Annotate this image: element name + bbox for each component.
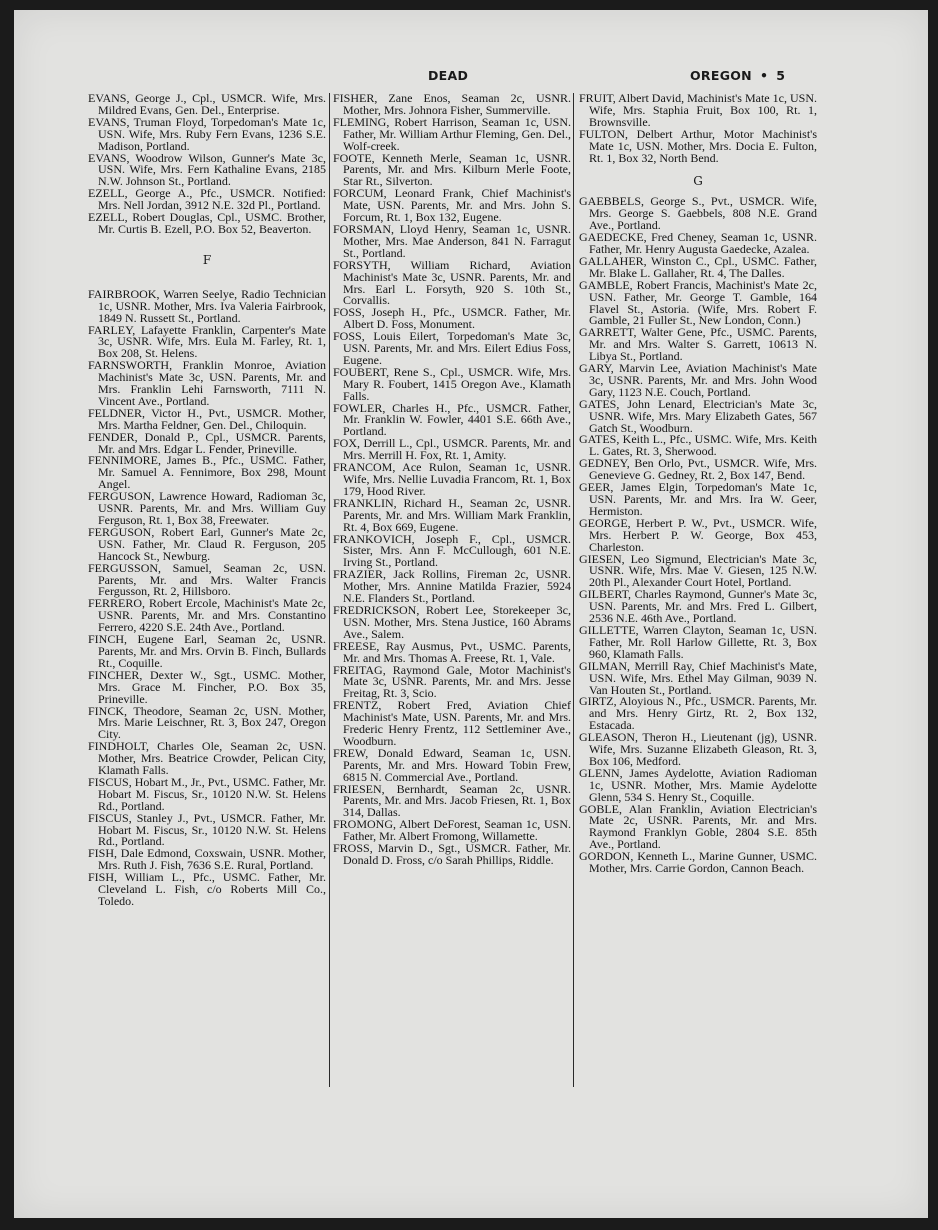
column-rule	[573, 93, 574, 1087]
casualty-entry: FENDER, Donald P., Cpl., USMCR. Parents, Mr. and Mrs. Edgar L. Fender, Prineville.	[88, 429, 326, 456]
casualty-entry: GLENN, James Aydelotte, Aviation Radioman 1c, USNR. Mother, Mrs. Mamie Aydelotte Glenn, 534 S. Henry St., Coquille.	[579, 765, 817, 804]
casualty-entry: FROSS, Marvin D., Sgt., USMCR. Father, Mr. Donald D. Fross, c/o Sarah Phillips, Riddle.	[333, 841, 571, 867]
casualty-entry: FRANKOVICH, Joseph F., Cpl., USMCR. Sister, Mrs. Ann F. McCullough, 601 N.E. Irving St., Portland.	[333, 531, 571, 570]
casualty-entry: GALLAHER, Winston C., Cpl., USMC. Father, Mr. Blake L. Gallaher, Rt. 4, The Dalles.	[579, 253, 817, 280]
casualty-entry: EVANS, George J., Cpl., USMCR. Wife, Mrs. Mildred Evans, Gen. Del., Enterprise.	[88, 91, 326, 117]
casualty-entry: FRUIT, Albert David, Machinist's Mate 1c, USN. Wife, Mrs. Staphia Fruit, Box 100, Rt. 1, Brownsville.	[579, 91, 817, 129]
page-header-state-block	[690, 68, 785, 83]
casualty-entry: FRANKLIN, Richard H., Seaman 2c, USNR. Parents, Mr. and Mrs. William Mark Franklin, Rt. 4, Box 669, Eugene.	[333, 495, 571, 534]
casualty-entry: FINCK, Theodore, Seaman 2c, USN. Mother, Mrs. Marie Leischner, Rt. 3, Box 247, Oregon City.	[88, 703, 326, 742]
casualty-entry: GIRTZ, Aloyious N., Pfc., USMCR. Parents, Mr. and Mrs. Henry Girtz, Rt. 2, Box 132, Estacada.	[579, 694, 817, 733]
casualty-entry: FARLEY, Lafayette Franklin, Carpenter's Mate 3c, USNR. Wife, Mrs. Eula M. Farley, Rt. 1, Box 208, St. Helens.	[88, 322, 326, 361]
casualty-entry: GARY, Marvin Lee, Aviation Machinist's Mate 3c, USNR. Parents, Mr. and Mrs. John Wood Gary, 1123 N.E. Couch, Portland.	[579, 361, 817, 399]
page-header-title: DEAD	[428, 68, 469, 83]
casualty-entry: FREITAG, Raymond Gale, Motor Machinist's Mate 3c, USNR. Parents, Mr. and Mrs. Jesse Freitag, Rt. 3, Scio.	[333, 662, 571, 701]
casualty-entry: FENNIMORE, James B., Pfc., USMC. Father, Mr. Samuel A. Fennimore, Box 298, Mount Angel.	[88, 453, 326, 492]
column-2	[333, 93, 571, 867]
page-header-separator: •	[759, 68, 769, 83]
casualty-entry: EVANS, Truman Floyd, Torpedoman's Mate 1c, USN. Wife, Mrs. Ruby Fern Evans, 1236 S.E. Madison, Portland.	[88, 114, 326, 153]
casualty-entry: FREW, Donald Edward, Seaman 1c, USN. Parents, Mr. and Mrs. Howard Tobin Frew, 6815 N. Commercial Ave., Portland.	[333, 745, 571, 784]
casualty-entry: FORSMAN, Lloyd Henry, Seaman 1c, USNR. Mother, Mrs. Mae Anderson, 841 N. Farragut St., Portland.	[333, 221, 571, 260]
casualty-entry: FERGUSON, Lawrence Howard, Radioman 3c, USNR. Parents, Mr. and Mrs. William Guy Ferguson, Rt. 1, Box 38, Freewater.	[88, 489, 326, 527]
casualty-entry: FRENTZ, Robert Fred, Aviation Chief Machinist's Mate, USN. Parents, Mr. and Mrs. Frederic Henry Frentz, 112 Settleminer Ave., Woodburn.	[333, 698, 571, 748]
casualty-entry: FLEMING, Robert Harrison, Seaman 1c, USN. Father, Mr. William Arthur Fleming, Gen. Del., Wolf-creek.	[333, 114, 571, 153]
column-3	[579, 93, 817, 875]
casualty-entry: EVANS, Woodrow Wilson, Gunner's Mate 3c, USN. Wife, Mrs. Fern Kathaline Evans, 2185 N.W. Johnson St., Portland.	[88, 150, 326, 189]
casualty-entry: GORDON, Kenneth L., Marine Gunner, USMC. Mother, Mrs. Carrie Gordon, Cannon Beach.	[579, 849, 817, 876]
casualty-entry: FOOTE, Kenneth Merle, Seaman 1c, USNR. Parents, Mr. and Mrs. Kilburn Merle Foote, Star Rt., Silverton.	[333, 150, 571, 189]
casualty-entry: GATES, John Lenard, Electrician's Mate 3c, USNR. Wife, Mrs. Mary Elizabeth Gates, 567 Gatch St., Woodburn.	[579, 396, 817, 435]
casualty-entry: FISHER, Zane Enos, Seaman 2c, USNR. Mother, Mrs. Johnora Fisher, Summerville.	[333, 91, 571, 117]
casualty-entry: FOUBERT, Rene S., Cpl., USMCR. Wife, Mrs. Mary R. Foubert, 1415 Oregon Ave., Klamath Falls.	[333, 364, 571, 403]
casualty-entry: FISH, William L., Pfc., USMC. Father, Mr. Cleveland L. Fish, c/o Roberts Mill Co., Toledo.	[88, 870, 326, 908]
casualty-entry: FISH, Dale Edmond, Coxswain, USNR. Mother, Mrs. Ruth J. Fish, 7636 S.E. Rural, Portland.	[88, 846, 326, 873]
casualty-entry: FERGUSSON, Samuel, Seaman 2c, USN. Parents, Mr. and Mrs. Walter Francis Fergusson, Rt. 2, Hillsboro.	[88, 560, 326, 599]
casualty-entry: GEER, James Elgin, Torpedoman's Mate 1c, USN. Parents, Mr. and Mrs. Ira W. Geer, Hermiston.	[579, 480, 817, 518]
section-letter: G	[693, 174, 703, 189]
casualty-entry: FRAZIER, Jack Rollins, Fireman 2c, USNR. Mother, Mrs. Annine Matilda Frazier, 5924 N.E. Flanders St., Portland.	[333, 567, 571, 606]
casualty-entry: FELDNER, Victor H., Pvt., USMCR. Mother, Mrs. Martha Feldner, Gen. Del., Chiloquin.	[88, 405, 326, 432]
casualty-entry: FINDHOLT, Charles Ole, Seaman 2c, USN. Mother, Mrs. Beatrice Crowder, Pelican City, Klamath Falls.	[88, 739, 326, 778]
casualty-entry: FORCUM, Leonard Frank, Chief Machinist's Mate, USN. Parents, Mr. and Mrs. John S. Forcum, Rt. 1, Box 132, Eugene.	[333, 186, 571, 225]
column-1	[88, 93, 326, 908]
casualty-entry: FOSS, Louis Eilert, Torpedoman's Mate 3c, USN. Parents, Mr. and Mrs. Eilert Edius Foss, Eugene.	[333, 329, 571, 367]
casualty-entry: FOX, Derrill L., Cpl., USMCR. Parents, Mr. and Mrs. Merrill H. Fox, Rt. 1, Amity.	[333, 436, 571, 463]
page-header-state: OREGON	[690, 68, 752, 83]
casualty-entry: GARRETT, Walter Gene, Pfc., USMC. Parents, Mr. and Mrs. Walter S. Garrett, 10613 N. Libya St., Portland.	[579, 325, 817, 364]
casualty-entry: FREDRICKSON, Robert Lee, Storekeeper 3c, USN. Mother, Mrs. Stena Justice, 160 Abrams Ave., Salem.	[333, 602, 571, 641]
casualty-entry: FORSYTH, William Richard, Aviation Machinist's Mate 3c, USNR. Parents, Mr. and Mrs. Earl L. Forsyth, 920 S. 10th St., Corvallis.	[333, 257, 571, 308]
casualty-entry: FRIESEN, Bernhardt, Seaman 2c, USNR. Parents, Mr. and Mrs. Jacob Friesen, Rt. 1, Box 314, Dallas.	[333, 781, 571, 820]
casualty-entry: FOSS, Joseph H., Pfc., USMCR. Father, Mr. Albert D. Foss, Monument.	[333, 305, 571, 332]
section-letter: F	[202, 252, 212, 267]
casualty-entry: EZELL, Robert Douglas, Cpl., USMC. Brother, Mr. Curtis B. Ezell, P.O. Box 52, Beaverton.	[88, 210, 326, 236]
casualty-entry: EZELL, George A., Pfc., USMCR. Notified: Mrs. Nell Jordan, 3912 N.E. 32d Pl., Portland.	[88, 186, 326, 213]
casualty-entry: GILBERT, Charles Raymond, Gunner's Mate 3c, USN. Parents, Mr. and Mrs. Fred L. Gilbert, 2536 N.E. 46th Ave., Portland.	[579, 587, 817, 626]
casualty-entry: GOBLE, Alan Franklin, Aviation Electrician's Mate 2c, USNR. Parents, Mr. and Mrs. Raymond Franklyn Goble, 2804 S.E. 85th Ave., Portland.	[579, 801, 817, 852]
casualty-entry: FAIRBROOK, Warren Seelye, Radio Technician 1c, USNR. Mother, Mrs. Iva Valeria Fairbrook, 1849 N. Russett St., Portland.	[88, 286, 326, 325]
casualty-entry: FISCUS, Hobart M., Jr., Pvt., USMC. Father, Mr. Hobart M. Fiscus, Sr., 10120 N.W. St. Helens Rd., Portland.	[88, 774, 326, 813]
casualty-entry: FOWLER, Charles H., Pfc., USMCR. Father, Mr. Franklin W. Fowler, 4401 S.E. 66th Ave., Portland.	[333, 400, 571, 439]
casualty-entry: GATES, Keith L., Pfc., USMC. Wife, Mrs. Keith L. Gates, Rt. 3, Sherwood.	[579, 432, 817, 459]
casualty-entry: GEDNEY, Ben Orlo, Pvt., USMCR. Wife, Mrs. Genevieve G. Gedney, Rt. 2, Box 147, Bend.	[579, 456, 817, 483]
column-rule	[329, 93, 330, 1087]
casualty-entry: FINCH, Eugene Earl, Seaman 2c, USNR. Parents, Mr. and Mrs. Orvin B. Finch, Bullards Rt., Coquille.	[88, 632, 326, 670]
casualty-entry: FREESE, Ray Ausmus, Pvt., USMC. Parents, Mr. and Mrs. Thomas A. Freese, Rt. 1, Vale.	[333, 638, 571, 665]
casualty-entry: FROMONG, Albert DeForest, Seaman 1c, USN. Father, Mr. Albert Fromong, Willamette.	[333, 817, 571, 844]
casualty-entry: GIESEN, Leo Sigmund, Electrician's Mate 3c, USNR. Wife, Mrs. Mae V. Giesen, 125 N.W. 20th Pl., Alexander Court Hotel, Portland.	[579, 551, 817, 590]
casualty-entry: FARNSWORTH, Franklin Monroe, Aviation Machinist's Mate 3c, USN. Parents, Mr. and Mrs. Franklin Lehi Farnsworth, 7111 N. Vincent Ave., Portland.	[88, 358, 326, 408]
casualty-entry: FERGUSON, Robert Earl, Gunner's Mate 2c, USN. Father, Mr. Claud R. Ferguson, 205 Hancock St., Newburg.	[88, 524, 326, 563]
casualty-entry: GAEDECKE, Fred Cheney, Seaman 1c, USNR. Father, Mr. Henry Augusta Gaedecke, Azalea.	[579, 230, 817, 256]
casualty-entry: FULTON, Delbert Arthur, Motor Machinist's Mate 1c, USN. Mother, Mrs. Docia E. Fulton, Rt. 1, Box 32, North Bend.	[579, 126, 817, 165]
casualty-entry: GILMAN, Merrill Ray, Chief Machinist's Mate, USN. Wife, Mrs. Ethel May Gilman, 9039 N. Van Houten St., Portland.	[579, 658, 817, 697]
casualty-entry: GAEBBELS, George S., Pvt., USMCR. Wife, Mrs. George S. Gaebbels, 808 N.E. Grand Ave., Portland.	[579, 194, 817, 233]
page-number: 5	[776, 68, 786, 83]
casualty-entry: FERRERO, Robert Ercole, Machinist's Mate 2c, USNR. Parents, Mr. and Mrs. Constantino Ferrero, 4220 S.E. 24th Ave., Portland.	[88, 596, 326, 635]
casualty-entry: GAMBLE, Robert Francis, Machinist's Mate 2c, USN. Father, Mr. George T. Gamble, 164 Flavel St., Astoria. (Wife, Mrs. Robert F. Gamble, 21 Fuller St., New London, Conn.)	[579, 277, 817, 328]
casualty-entry: GLEASON, Theron H., Lieutenant (jg), USNR. Wife, Mrs. Suzanne Elizabeth Gleason, Rt. 3, Box 106, Medford.	[579, 730, 817, 768]
casualty-entry: GEORGE, Herbert P. W., Pvt., USMCR. Wife, Mrs. Herbert P. W. George, Box 453, Charleston.	[579, 515, 817, 554]
casualty-entry: FRANCOM, Ace Rulon, Seaman 1c, USNR. Wife, Mrs. Nellie Luvadia Francom, Rt. 1, Box 179, Hood River.	[333, 460, 571, 498]
casualty-entry: GILLETTE, Warren Clayton, Seaman 1c, USN. Father, Mr. Roll Harlow Gillette, Rt. 3, Box 960, Klamath Falls.	[579, 622, 817, 661]
casualty-entry: FISCUS, Stanley J., Pvt., USMCR. Father, Mr. Hobart M. Fiscus, Sr., 10120 N.W. St. Helens Rd., Portland.	[88, 810, 326, 849]
casualty-entry: FINCHER, Dexter W., Sgt., USMC. Mother, Mrs. Grace M. Fincher, P.O. Box 35, Prineville.	[88, 667, 326, 706]
